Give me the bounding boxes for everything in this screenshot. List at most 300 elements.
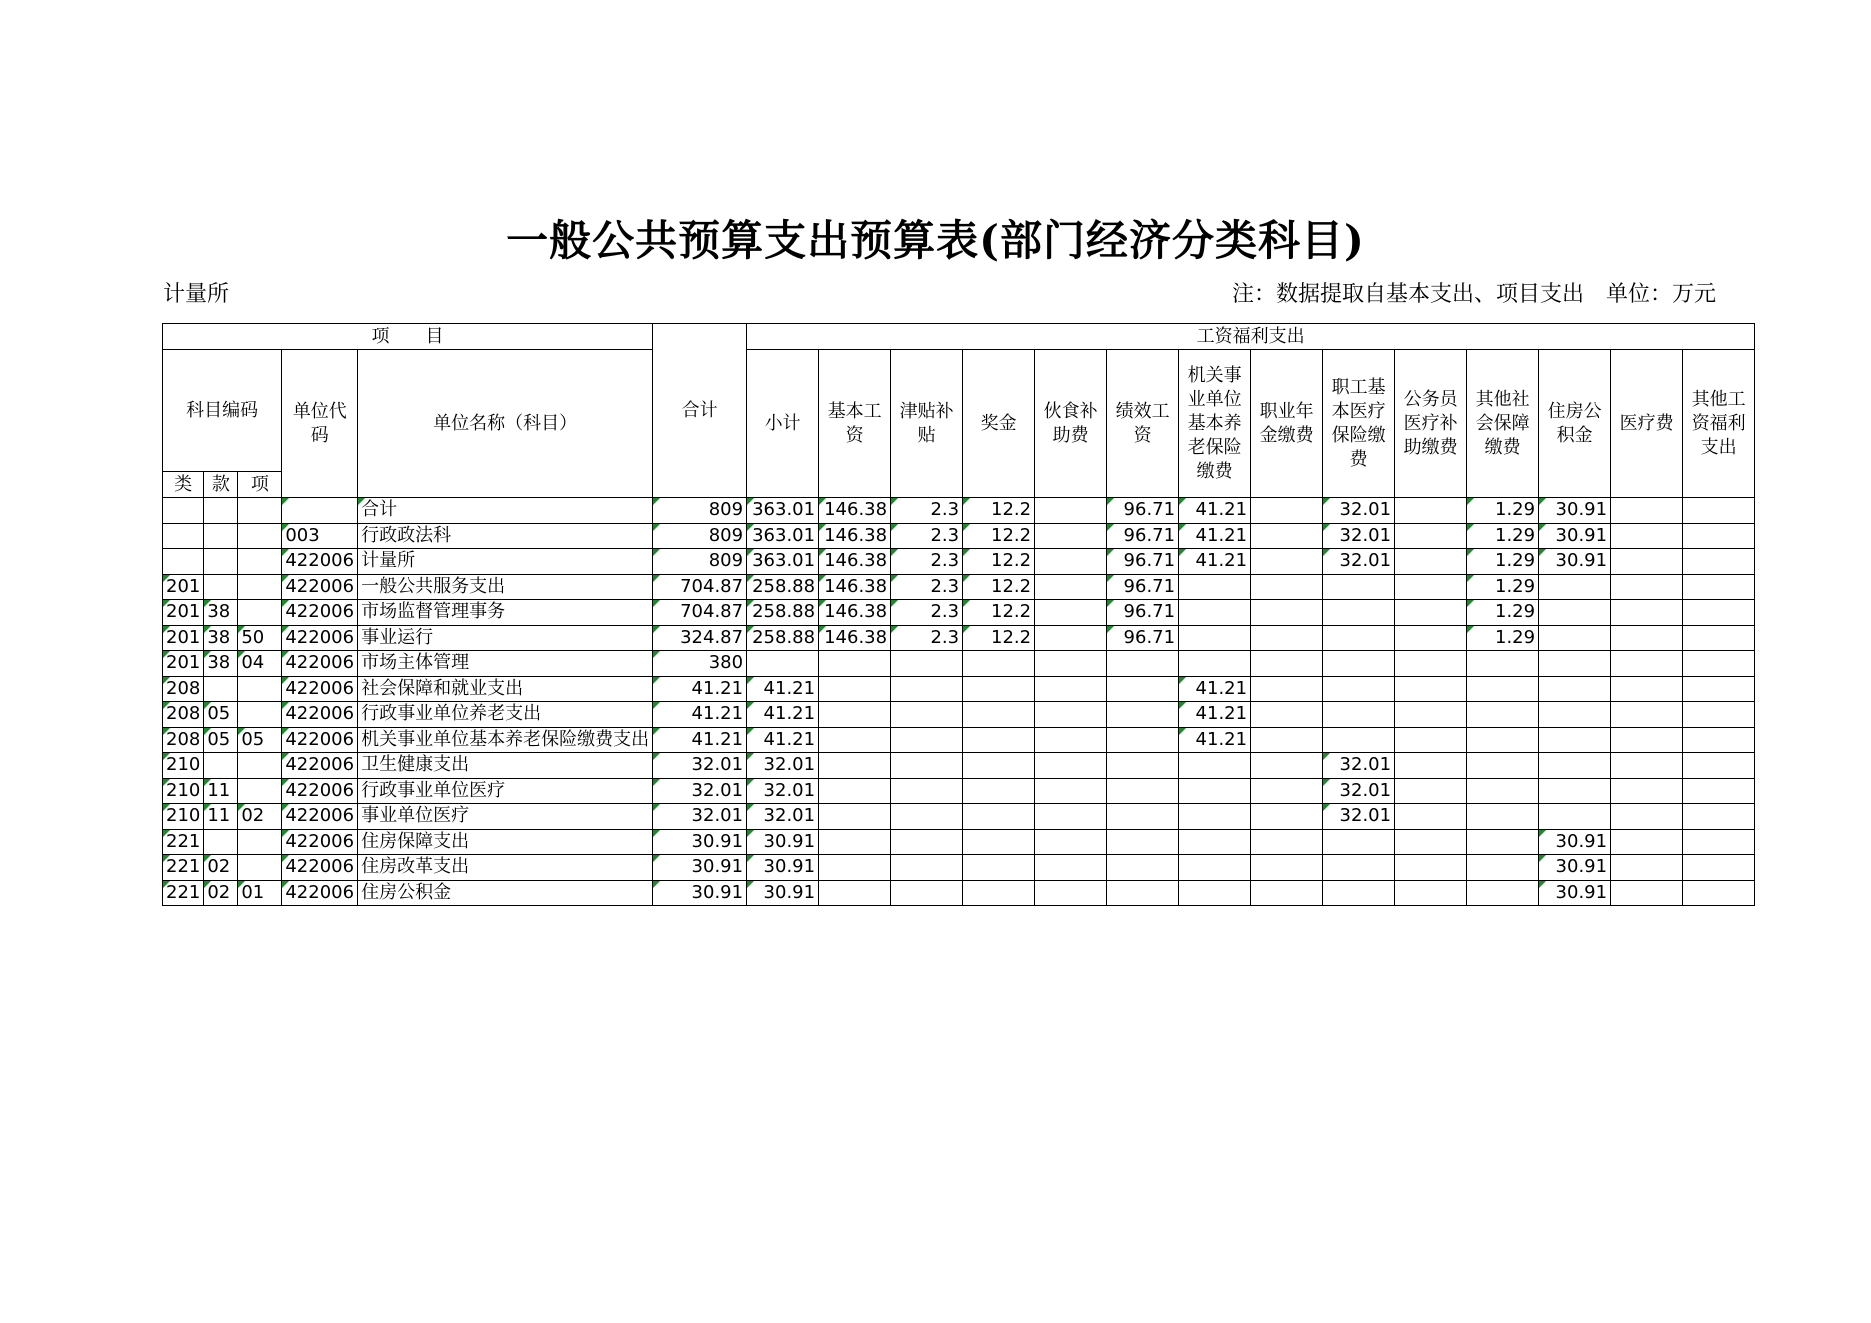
- cell-total: 809: [653, 549, 747, 575]
- cell-lei: 208: [163, 676, 204, 702]
- cell-value: [1611, 600, 1683, 626]
- table-row: [163, 625, 1755, 651]
- cell-total: 41.21: [653, 676, 747, 702]
- cell-value: [1251, 549, 1323, 575]
- cell-value: [1467, 804, 1539, 830]
- cell-value: [1539, 778, 1611, 804]
- cell-kuan: [204, 523, 238, 549]
- cell-value: [963, 727, 1035, 753]
- cell-total: 704.87: [653, 574, 747, 600]
- table-row: [163, 498, 1755, 524]
- cell-unit-name: 合计: [358, 498, 653, 524]
- cell-value: [1251, 855, 1323, 881]
- cell-value: [963, 753, 1035, 779]
- header-col-allowance: 津贴补贴: [891, 350, 963, 498]
- cell-value: 2.3: [891, 498, 963, 524]
- cell-value: 258.88: [747, 600, 819, 626]
- cell-value: [1611, 753, 1683, 779]
- cell-xiang: 04: [238, 651, 282, 677]
- cell-value: [1539, 753, 1611, 779]
- cell-lei: 201: [163, 600, 204, 626]
- cell-lei: [163, 549, 204, 575]
- cell-value: [1323, 727, 1395, 753]
- cell-value: [1539, 804, 1611, 830]
- header-col-performance-wage: 绩效工资: [1107, 350, 1179, 498]
- cell-value: 258.88: [747, 574, 819, 600]
- cell-value: [1179, 804, 1251, 830]
- cell-value: 32.01: [747, 753, 819, 779]
- cell-xiang: [238, 498, 282, 524]
- cell-value: [1683, 829, 1755, 855]
- cell-value: [963, 676, 1035, 702]
- cell-value: 12.2: [963, 625, 1035, 651]
- header-total: 合计: [653, 324, 747, 498]
- cell-unit-code: 422006: [282, 753, 358, 779]
- cell-value: 146.38: [819, 523, 891, 549]
- cell-value: [891, 651, 963, 677]
- cell-value: [1539, 727, 1611, 753]
- header-col-bonus: 奖金: [963, 350, 1035, 498]
- cell-value: [1611, 498, 1683, 524]
- cell-kuan: 02: [204, 880, 238, 906]
- cell-value: [1683, 727, 1755, 753]
- cell-kuan: 38: [204, 651, 238, 677]
- cell-value: [1467, 753, 1539, 779]
- cell-value: [1395, 753, 1467, 779]
- cell-total: 704.87: [653, 600, 747, 626]
- cell-value: [1683, 600, 1755, 626]
- cell-value: [963, 880, 1035, 906]
- header-unit-code: 单位代码: [282, 350, 358, 498]
- table-row: [163, 778, 1755, 804]
- header-col-medical-insurance: 职工基本医疗保险缴费: [1323, 350, 1395, 498]
- table-row: [163, 702, 1755, 728]
- cell-lei: 201: [163, 574, 204, 600]
- cell-value: [891, 829, 963, 855]
- cell-xiang: [238, 574, 282, 600]
- header-col-subtotal: 小计: [747, 350, 819, 498]
- cell-lei: 208: [163, 702, 204, 728]
- cell-value: 30.91: [1539, 829, 1611, 855]
- cell-lei: 221: [163, 855, 204, 881]
- cell-value: [1323, 880, 1395, 906]
- cell-total: 32.01: [653, 778, 747, 804]
- cell-kuan: 11: [204, 804, 238, 830]
- cell-kuan: 38: [204, 625, 238, 651]
- cell-lei: 210: [163, 778, 204, 804]
- cell-value: 41.21: [1179, 727, 1251, 753]
- cell-value: [1251, 753, 1323, 779]
- cell-unit-code: 422006: [282, 549, 358, 575]
- cell-value: [891, 804, 963, 830]
- cell-value: [1467, 880, 1539, 906]
- table-row: [163, 829, 1755, 855]
- cell-value: 32.01: [1323, 498, 1395, 524]
- cell-value: [1683, 625, 1755, 651]
- cell-value: [1179, 829, 1251, 855]
- cell-xiang: [238, 829, 282, 855]
- cell-value: [1251, 880, 1323, 906]
- cell-unit-code: 422006: [282, 702, 358, 728]
- cell-unit-name: 机关事业单位基本养老保险缴费支出: [358, 727, 653, 753]
- header-col-civil-servant-medical: 公务员医疗补助缴费: [1395, 350, 1467, 498]
- cell-xiang: 02: [238, 804, 282, 830]
- table-row: [163, 727, 1755, 753]
- cell-value: [1035, 600, 1107, 626]
- cell-unit-name: 行政政法科: [358, 523, 653, 549]
- cell-kuan: 05: [204, 702, 238, 728]
- cell-value: [1395, 600, 1467, 626]
- cell-kuan: [204, 498, 238, 524]
- cell-total: 32.01: [653, 753, 747, 779]
- cell-value: [1611, 574, 1683, 600]
- cell-value: [1395, 625, 1467, 651]
- cell-lei: 201: [163, 651, 204, 677]
- page-title: 一般公共预算支出预算表(部门经济分类科目): [506, 216, 1365, 265]
- cell-xiang: [238, 549, 282, 575]
- cell-value: 32.01: [1323, 804, 1395, 830]
- cell-value: [1683, 498, 1755, 524]
- cell-value: [1395, 804, 1467, 830]
- cell-value: [1035, 498, 1107, 524]
- cell-value: [1323, 855, 1395, 881]
- cell-value: 12.2: [963, 549, 1035, 575]
- cell-value: [1395, 778, 1467, 804]
- budget-table: [162, 323, 1755, 906]
- header-wage-group: 工资福利支出: [747, 324, 1755, 350]
- cell-value: [1611, 549, 1683, 575]
- cell-value: 146.38: [819, 549, 891, 575]
- cell-value: [1611, 651, 1683, 677]
- cell-value: [1251, 778, 1323, 804]
- cell-unit-name: 一般公共服务支出: [358, 574, 653, 600]
- cell-value: [1539, 625, 1611, 651]
- cell-value: [1611, 778, 1683, 804]
- cell-value: [1611, 829, 1683, 855]
- cell-value: 96.71: [1107, 549, 1179, 575]
- cell-value: [891, 727, 963, 753]
- cell-value: [1179, 574, 1251, 600]
- cell-value: 41.21: [747, 702, 819, 728]
- cell-value: [1395, 523, 1467, 549]
- cell-kuan: 11: [204, 778, 238, 804]
- cell-value: [819, 829, 891, 855]
- cell-value: [1323, 651, 1395, 677]
- cell-xiang: [238, 778, 282, 804]
- cell-value: [1035, 880, 1107, 906]
- cell-value: [1683, 651, 1755, 677]
- cell-lei: 221: [163, 829, 204, 855]
- header-col-housing-fund: 住房公积金: [1539, 350, 1611, 498]
- table-body: [163, 498, 1755, 906]
- cell-value: [1323, 574, 1395, 600]
- cell-xiang: 01: [238, 880, 282, 906]
- cell-value: [891, 855, 963, 881]
- cell-value: [1035, 676, 1107, 702]
- cell-value: [1395, 702, 1467, 728]
- cell-value: [1467, 778, 1539, 804]
- table-row: [163, 549, 1755, 575]
- cell-value: [1035, 778, 1107, 804]
- cell-value: [1035, 549, 1107, 575]
- cell-value: [1611, 702, 1683, 728]
- cell-value: [1539, 676, 1611, 702]
- cell-value: [1035, 727, 1107, 753]
- cell-total: 380: [653, 651, 747, 677]
- cell-value: 30.91: [747, 855, 819, 881]
- table-row: [163, 804, 1755, 830]
- table-row: [163, 753, 1755, 779]
- cell-total: 41.21: [653, 702, 747, 728]
- table-row: [163, 676, 1755, 702]
- cell-value: [1683, 804, 1755, 830]
- cell-value: 32.01: [1323, 753, 1395, 779]
- cell-value: [1179, 778, 1251, 804]
- cell-unit-code: 422006: [282, 625, 358, 651]
- cell-value: [819, 727, 891, 753]
- cell-lei: 210: [163, 753, 204, 779]
- header-col-other-social-security: 其他社会保障缴费: [1467, 350, 1539, 498]
- cell-value: [963, 855, 1035, 881]
- cell-value: 30.91: [747, 829, 819, 855]
- header-xiang: 项: [238, 472, 282, 498]
- cell-value: 146.38: [819, 600, 891, 626]
- cell-value: 41.21: [747, 727, 819, 753]
- cell-xiang: [238, 523, 282, 549]
- cell-value: 12.2: [963, 498, 1035, 524]
- cell-value: [1683, 702, 1755, 728]
- cell-value: [891, 778, 963, 804]
- cell-kuan: 02: [204, 855, 238, 881]
- cell-value: [1323, 676, 1395, 702]
- cell-value: 32.01: [1323, 523, 1395, 549]
- cell-value: [1035, 574, 1107, 600]
- cell-value: [1251, 523, 1323, 549]
- cell-value: [1467, 727, 1539, 753]
- cell-value: [1107, 727, 1179, 753]
- cell-value: [1467, 829, 1539, 855]
- cell-value: 30.91: [1539, 880, 1611, 906]
- cell-value: [1467, 855, 1539, 881]
- cell-unit-code: 422006: [282, 676, 358, 702]
- cell-value: 96.71: [1107, 625, 1179, 651]
- cell-value: 32.01: [747, 804, 819, 830]
- cell-value: [1107, 778, 1179, 804]
- cell-value: [963, 804, 1035, 830]
- cell-kuan: [204, 574, 238, 600]
- cell-value: [1611, 625, 1683, 651]
- cell-value: [1683, 753, 1755, 779]
- header-unit-name: 单位名称（科目）: [358, 350, 653, 498]
- cell-value: 146.38: [819, 625, 891, 651]
- cell-value: [1107, 880, 1179, 906]
- header-code: 科目编码: [163, 350, 282, 472]
- cell-total: 809: [653, 523, 747, 549]
- cell-value: [1395, 549, 1467, 575]
- cell-value: [1251, 829, 1323, 855]
- cell-unit-code: 422006: [282, 600, 358, 626]
- cell-value: [1035, 625, 1107, 651]
- cell-value: [1035, 702, 1107, 728]
- cell-unit-code: 422006: [282, 829, 358, 855]
- cell-value: [1251, 676, 1323, 702]
- cell-value: 2.3: [891, 574, 963, 600]
- cell-value: [1683, 574, 1755, 600]
- cell-value: [963, 778, 1035, 804]
- cell-value: [891, 702, 963, 728]
- cell-value: [1179, 600, 1251, 626]
- cell-value: [819, 702, 891, 728]
- cell-value: [1683, 549, 1755, 575]
- cell-xiang: [238, 676, 282, 702]
- table-row: [163, 574, 1755, 600]
- cell-unit-name: 事业运行: [358, 625, 653, 651]
- cell-lei: 201: [163, 625, 204, 651]
- cell-kuan: [204, 829, 238, 855]
- header-col-basic-wage: 基本工资: [819, 350, 891, 498]
- cell-unit-name: 事业单位医疗: [358, 804, 653, 830]
- cell-value: 1.29: [1467, 498, 1539, 524]
- header-col-other-wage-welfare: 其他工资福利支出: [1683, 350, 1755, 498]
- cell-value: [1683, 778, 1755, 804]
- cell-value: 96.71: [1107, 523, 1179, 549]
- cell-value: 1.29: [1467, 625, 1539, 651]
- cell-value: [1251, 702, 1323, 728]
- cell-value: [1539, 651, 1611, 677]
- cell-unit-name: 社会保障和就业支出: [358, 676, 653, 702]
- cell-value: [1035, 753, 1107, 779]
- cell-xiang: 05: [238, 727, 282, 753]
- cell-value: [963, 829, 1035, 855]
- cell-value: [1179, 855, 1251, 881]
- cell-unit-code: 003: [282, 523, 358, 549]
- cell-unit-name: 计量所: [358, 549, 653, 575]
- cell-lei: [163, 523, 204, 549]
- cell-value: [1323, 625, 1395, 651]
- cell-unit-name: 住房公积金: [358, 880, 653, 906]
- cell-value: 41.21: [747, 676, 819, 702]
- cell-value: [819, 880, 891, 906]
- cell-unit-name: 住房保障支出: [358, 829, 653, 855]
- cell-value: [1395, 727, 1467, 753]
- cell-xiang: 50: [238, 625, 282, 651]
- cell-xiang: [238, 855, 282, 881]
- cell-value: [891, 880, 963, 906]
- cell-unit-name: 市场监督管理事务: [358, 600, 653, 626]
- cell-value: [1539, 574, 1611, 600]
- cell-value: 2.3: [891, 523, 963, 549]
- cell-value: 30.91: [1539, 498, 1611, 524]
- cell-value: [1683, 880, 1755, 906]
- cell-kuan: [204, 753, 238, 779]
- cell-value: 30.91: [1539, 855, 1611, 881]
- header-lei: 类: [163, 472, 204, 498]
- cell-unit-name: 市场主体管理: [358, 651, 653, 677]
- cell-lei: 221: [163, 880, 204, 906]
- cell-value: [963, 702, 1035, 728]
- cell-total: 41.21: [653, 727, 747, 753]
- table-row: [163, 523, 1755, 549]
- cell-unit-name: 行政事业单位养老支出: [358, 702, 653, 728]
- cell-value: [1323, 829, 1395, 855]
- cell-value: 41.21: [1179, 676, 1251, 702]
- cell-unit-code: 422006: [282, 574, 358, 600]
- table-row: [163, 600, 1755, 626]
- cell-value: [1251, 804, 1323, 830]
- cell-kuan: [204, 676, 238, 702]
- cell-value: [1035, 855, 1107, 881]
- cell-value: [1395, 855, 1467, 881]
- cell-value: [1107, 855, 1179, 881]
- cell-value: [819, 651, 891, 677]
- cell-value: [1035, 804, 1107, 830]
- cell-value: 1.29: [1467, 600, 1539, 626]
- cell-value: 1.29: [1467, 549, 1539, 575]
- cell-value: [1107, 829, 1179, 855]
- cell-lei: 210: [163, 804, 204, 830]
- cell-value: [891, 676, 963, 702]
- cell-value: [1251, 625, 1323, 651]
- cell-unit-code: 422006: [282, 651, 358, 677]
- cell-xiang: [238, 600, 282, 626]
- cell-value: [819, 778, 891, 804]
- cell-value: [891, 753, 963, 779]
- cell-xiang: [238, 702, 282, 728]
- cell-value: [1107, 753, 1179, 779]
- cell-value: 363.01: [747, 549, 819, 575]
- cell-unit-code: 422006: [282, 778, 358, 804]
- cell-total: 32.01: [653, 804, 747, 830]
- header-col-medical-expense: 医疗费: [1611, 350, 1683, 498]
- cell-total: 809: [653, 498, 747, 524]
- cell-value: 32.01: [747, 778, 819, 804]
- cell-value: 146.38: [819, 574, 891, 600]
- cell-value: 146.38: [819, 498, 891, 524]
- cell-value: [1539, 600, 1611, 626]
- cell-value: 41.21: [1179, 498, 1251, 524]
- cell-unit-code: 422006: [282, 855, 358, 881]
- cell-kuan: 05: [204, 727, 238, 753]
- cell-unit-name: 住房改革支出: [358, 855, 653, 881]
- cell-lei: 208: [163, 727, 204, 753]
- cell-value: 30.91: [747, 880, 819, 906]
- cell-value: [1251, 600, 1323, 626]
- unit-label: 计量所: [163, 282, 230, 307]
- cell-value: [1251, 727, 1323, 753]
- cell-value: 12.2: [963, 600, 1035, 626]
- cell-kuan: 38: [204, 600, 238, 626]
- cell-value: 363.01: [747, 523, 819, 549]
- cell-value: 32.01: [1323, 549, 1395, 575]
- cell-value: [1251, 498, 1323, 524]
- cell-value: [1683, 523, 1755, 549]
- header-col-occupational-annuity: 职业年金缴费: [1251, 350, 1323, 498]
- cell-value: [1539, 702, 1611, 728]
- cell-value: [819, 753, 891, 779]
- note-label: 注：数据提取自基本支出、项目支出 单位：万元: [1231, 282, 1716, 307]
- cell-value: [1683, 855, 1755, 881]
- cell-value: [1035, 829, 1107, 855]
- cell-total: 324.87: [653, 625, 747, 651]
- cell-value: [1467, 651, 1539, 677]
- cell-value: [1395, 498, 1467, 524]
- header-kuan: 款: [204, 472, 238, 498]
- cell-value: [1395, 651, 1467, 677]
- cell-kuan: [204, 549, 238, 575]
- cell-value: 96.71: [1107, 574, 1179, 600]
- cell-value: [1107, 702, 1179, 728]
- cell-value: [1611, 804, 1683, 830]
